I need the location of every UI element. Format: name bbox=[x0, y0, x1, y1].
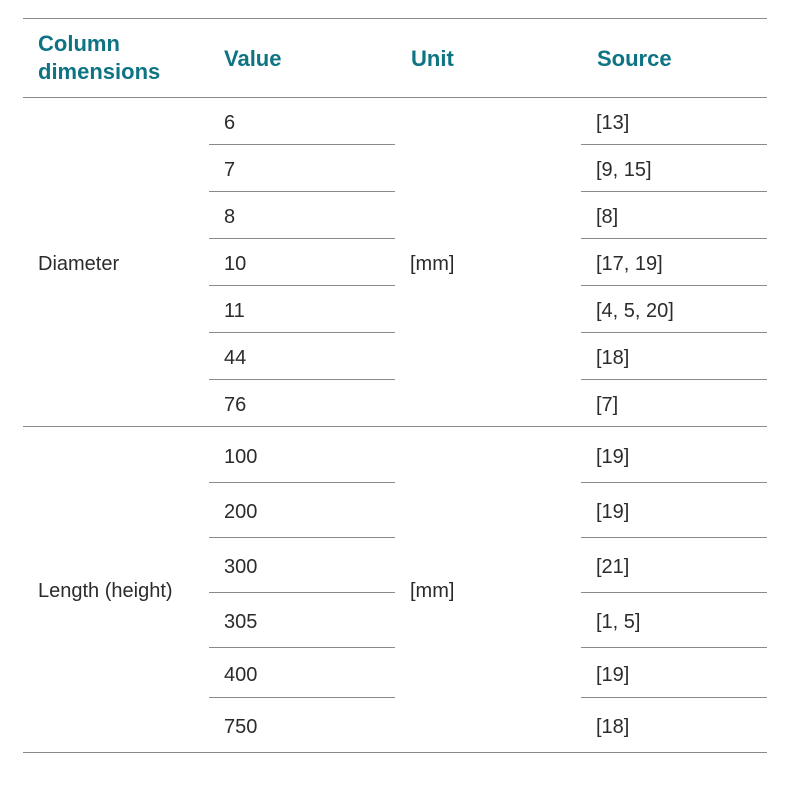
row-rule bbox=[581, 332, 767, 333]
header-column-dimensions bbox=[38, 30, 160, 86]
header-value: Value bbox=[224, 46, 282, 71]
group-unit-diameter: [mm] bbox=[410, 253, 455, 275]
table-row-source: [8] bbox=[596, 206, 619, 228]
table-row-value: 6 bbox=[224, 112, 236, 134]
table-row-source: [18] bbox=[596, 716, 630, 738]
table-bottom-rule bbox=[23, 752, 767, 753]
row-rule bbox=[581, 191, 767, 192]
row-rule bbox=[209, 191, 395, 192]
table-row-source: [7] bbox=[596, 394, 619, 416]
row-rule bbox=[581, 482, 767, 483]
table-row-source: [17, 19] bbox=[596, 253, 663, 275]
row-rule bbox=[209, 647, 395, 648]
row-rule bbox=[581, 238, 767, 239]
row-rule bbox=[581, 537, 767, 538]
table-row-source: [19] bbox=[596, 501, 630, 523]
group-label-length: Length (height) bbox=[38, 580, 173, 602]
table-row-source: [19] bbox=[596, 664, 630, 686]
table-row-source: [9, 15] bbox=[596, 159, 652, 181]
table-row-value: 44 bbox=[224, 347, 247, 369]
table-row-value: 305 bbox=[224, 611, 258, 633]
header-source: Source bbox=[597, 46, 672, 71]
table-row-value: 7 bbox=[224, 159, 236, 181]
row-rule bbox=[209, 379, 395, 380]
row-rule bbox=[209, 238, 395, 239]
table-row-source: [21] bbox=[596, 556, 630, 578]
group-separator-rule bbox=[23, 426, 767, 427]
table-row-value: 8 bbox=[224, 206, 236, 228]
header-column-dimensions-line2: dimensions bbox=[38, 59, 161, 84]
table-row-source: [18] bbox=[596, 347, 630, 369]
table-row-value: 76 bbox=[224, 394, 247, 416]
header-bottom-rule bbox=[23, 97, 767, 98]
row-rule bbox=[581, 647, 767, 648]
table-row-source: [1, 5] bbox=[596, 611, 641, 633]
row-rule bbox=[209, 697, 395, 698]
group-unit-length: [mm] bbox=[410, 580, 455, 602]
table-row-value: 300 bbox=[224, 556, 258, 578]
row-rule bbox=[209, 537, 395, 538]
table-row-value: 200 bbox=[224, 501, 258, 523]
table-row-value: 400 bbox=[224, 664, 258, 686]
row-rule bbox=[209, 285, 395, 286]
row-rule bbox=[209, 592, 395, 593]
table-row-value: 11 bbox=[224, 300, 245, 322]
table-row-source: [4, 5, 20] bbox=[596, 300, 674, 322]
row-rule bbox=[581, 379, 767, 380]
table-row-value: 750 bbox=[224, 716, 258, 738]
table-row-source: [13] bbox=[596, 112, 630, 134]
table-row-value: 100 bbox=[224, 446, 258, 468]
header-column-dimensions-line1: Column bbox=[38, 31, 120, 56]
table-row-value: 10 bbox=[224, 253, 247, 275]
row-rule bbox=[581, 144, 767, 145]
table-row-source: [19] bbox=[596, 446, 630, 468]
header-unit: Unit bbox=[411, 46, 454, 71]
row-rule bbox=[209, 144, 395, 145]
row-rule bbox=[581, 285, 767, 286]
table-top-rule bbox=[23, 18, 767, 19]
row-rule bbox=[581, 697, 767, 698]
row-rule bbox=[209, 332, 395, 333]
group-label-diameter: Diameter bbox=[38, 253, 120, 275]
row-rule bbox=[581, 592, 767, 593]
row-rule bbox=[209, 482, 395, 483]
